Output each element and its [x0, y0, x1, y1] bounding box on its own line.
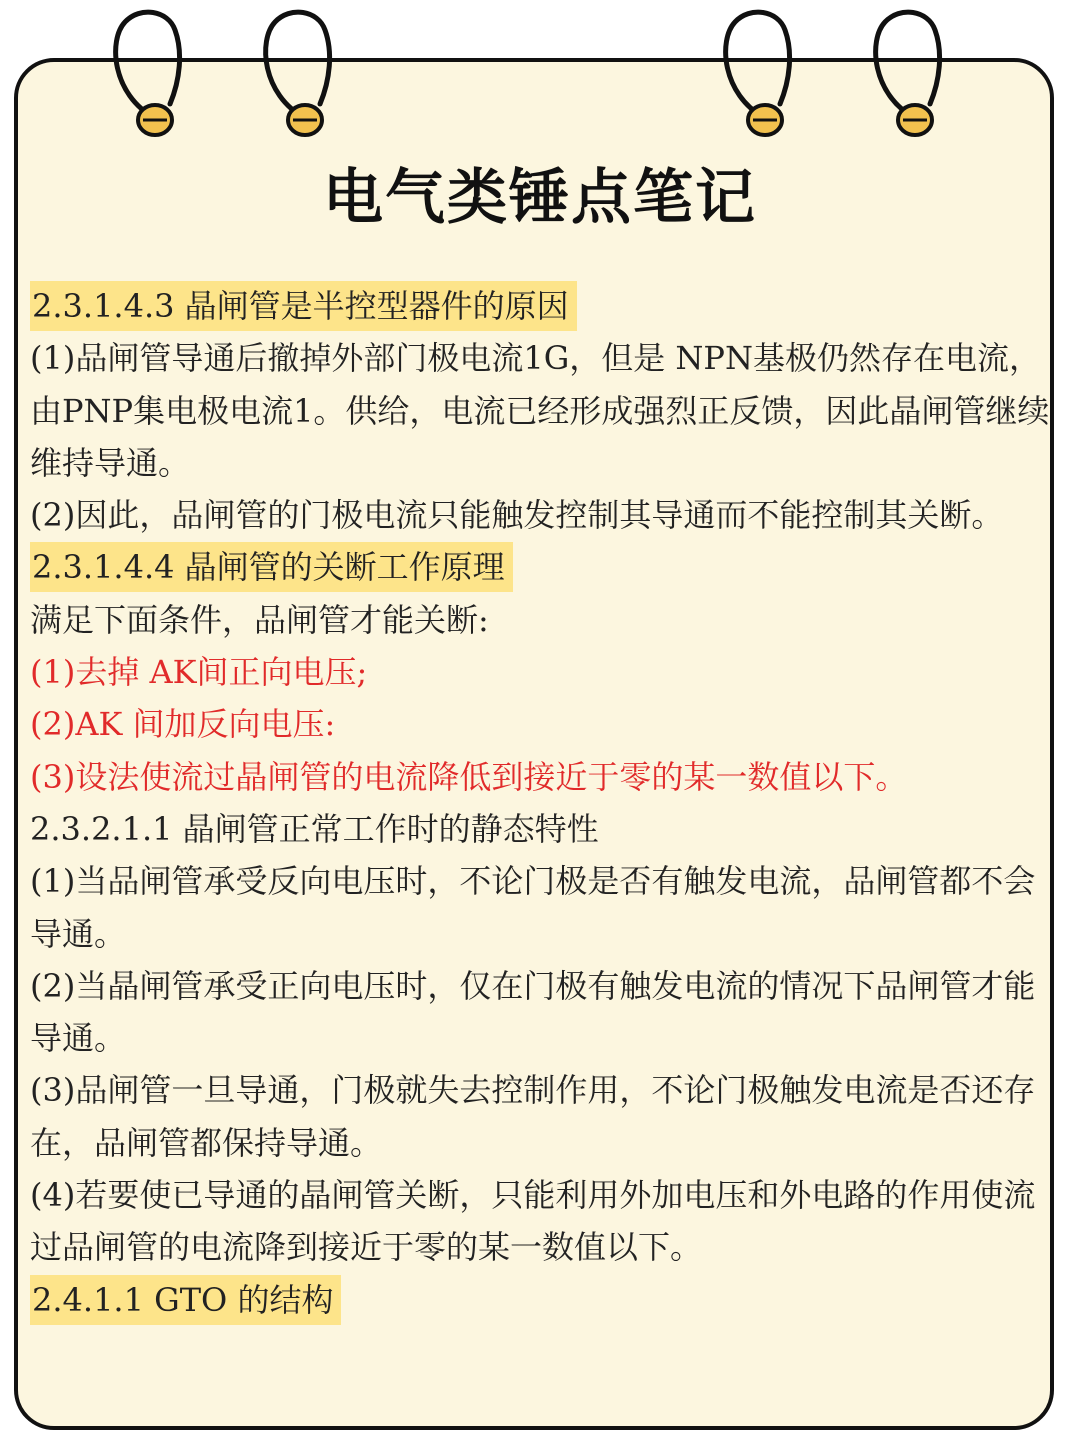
note-paragraph: (4)若要使已导通的晶闸管关断，只能利用外加电压和外电路的作用使流过品闸管的电流降到接近于零的某一数值以下。: [30, 1176, 1036, 1267]
note-paragraph: (3)品闸管一旦导通，门极就失去控制作用，不论门极触发电流是否还存在，品闸管都保持导通。: [30, 1071, 1036, 1162]
section-heading-plain: 2.3.2.1.1 晶闸管正常工作时的静态特性: [30, 809, 599, 848]
notes-content: [30, 280, 1052, 1326]
note-paragraph: (1)当品闸管承受反向电压时，不论门极是否有触发电流，品闸管都不会导通。: [30, 862, 1036, 953]
condition-item: (2)AK 间加反向电压:: [30, 705, 336, 744]
page-title: 电气类锤点笔记: [323, 163, 757, 233]
section-heading: 2.4.1.1 GTO 的结构: [30, 1275, 341, 1325]
section-heading: 2.3.1.4.4 晶闸管的关断工作原理: [30, 542, 513, 592]
note-paragraph: (2)因此，品闸管的门极电流只能触发控制其导通而不能控制其关断。: [30, 496, 1004, 535]
section-heading: 2.3.1.4.3 晶闸管是半控型器件的原因: [30, 281, 577, 331]
note-paragraph: (1)品闸管导通后撤掉外部门极电流1G，但是 NPN基极仍然存在电流，由PNP集电极电流1。供给，电流已经形成强烈正反馈，因此晶闸管继续维持导通。: [30, 339, 1050, 482]
note-paragraph: (2)当晶闸管承受正向电压时，仅在门极有触发电流的情况下品闸管才能导通。: [30, 966, 1036, 1058]
condition-item: (1)去掉 AK间正向电压;: [30, 653, 368, 692]
note-paragraph: 满足下面条件，品闸管才能关断:: [30, 600, 489, 639]
condition-item: (3)设法使流过晶闸管的电流降低到接近于零的某一数值以下。: [30, 757, 908, 796]
